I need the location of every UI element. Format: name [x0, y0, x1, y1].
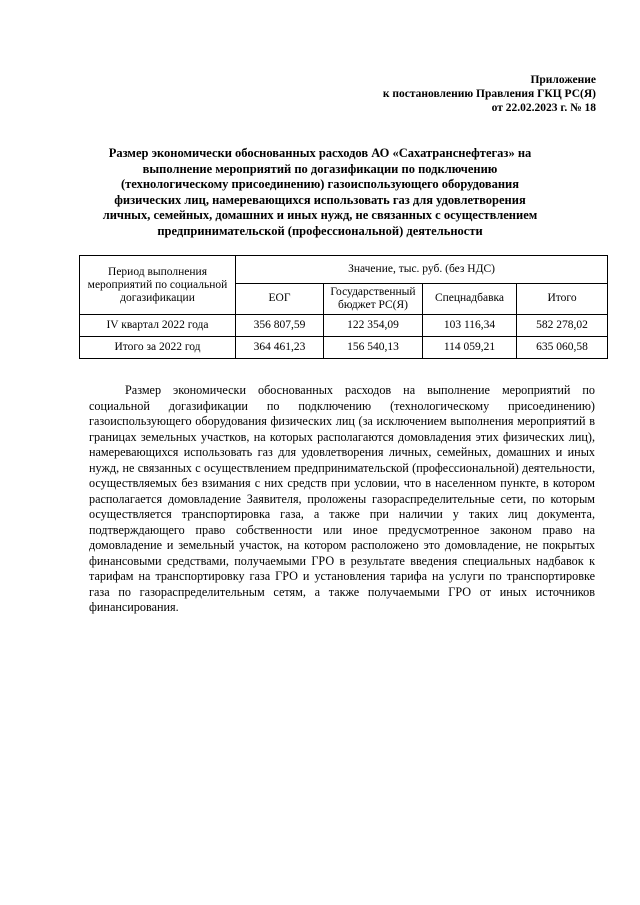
table-header-row [80, 256, 608, 284]
appendix-date-number: от 22.02.2023 г. № 18 [491, 102, 596, 114]
cell-eog: 356 807,59 [236, 315, 324, 337]
column-header-eog: ЕОГ [236, 283, 324, 314]
table-row [80, 337, 608, 359]
cell-total: 635 060,58 [517, 337, 608, 359]
cell-surcharge: 103 116,34 [423, 315, 517, 337]
cell-surcharge: 114 059,21 [423, 337, 517, 359]
column-header-state-budget: Государственный бюджет РС(Я) [324, 283, 423, 314]
cell-total: 582 278,02 [517, 315, 608, 337]
column-header-total: Итого [517, 283, 608, 314]
column-header-surcharge: Спецнадбавка [423, 283, 517, 314]
appendix-header [383, 73, 596, 115]
document-title: Размер экономически обоснованных расходов АО «Сахатранснефтегаз» на выполнение мероприятий по догазификации по подключению (технологическому присоединению) газоиспользующего оборудования физических лиц, намеревающихся использовать газ для удовлетворения личных, семейных, домашних и иных нужд, не связанных с осуществлением предпринимательской (профессиональной) деятельности [102, 146, 538, 238]
table-row [80, 315, 608, 337]
explanatory-paragraph: Размер экономически обоснованных расходов на выполнение мероприятий по социальной догазификации по подключению (технологическому присоединению) газоиспользующего оборудования физических лиц (за исключением выполнения мероприятий в границах земельных участков, на которых располагаются домовладения этих физических лиц), намеревающихся использовать газ для удовлетворения личных, семейных, домашних и иных нужд, не связанных с осуществлением предпринимательской (профессиональной) деятельности, осуществляемых без взимания с них средств при условии, что в населенном пункте, в котором располагается домовладение Заявителя, проложены газораспределительные сети, по которым осуществляется транспортировка газа, а также при наличии у таких лиц документа, подтверждающего право собственности или иное предусмотренное законом право на домовладение и земельный участок, на котором расположено это домовладение, не покрытых финансовыми средствами, получаемыми ГРО в результате введения специальных надбавок к тарифам на транспортировку газа ГРО и установления тарифа на услуги по транспортировке газа по газораспределительным сетям, а также получаемыми ГРО от иных источников финансирования. [89, 383, 595, 614]
cell-state-budget: 122 354,09 [324, 315, 423, 337]
appendix-label: Приложение [530, 74, 596, 86]
period-column-header: Период выполнения мероприятий по социальной догазификации [80, 256, 236, 315]
row-period: Итого за 2022 год [80, 337, 236, 359]
value-group-header: Значение, тыс. руб. (без НДС) [236, 256, 608, 284]
expenses-table [79, 255, 608, 359]
appendix-resolution: к постановлению Правления ГКЦ РС(Я) [382, 88, 596, 100]
row-period: IV квартал 2022 года [80, 315, 236, 337]
cell-eog: 364 461,23 [236, 337, 324, 359]
cell-state-budget: 156 540,13 [324, 337, 423, 359]
